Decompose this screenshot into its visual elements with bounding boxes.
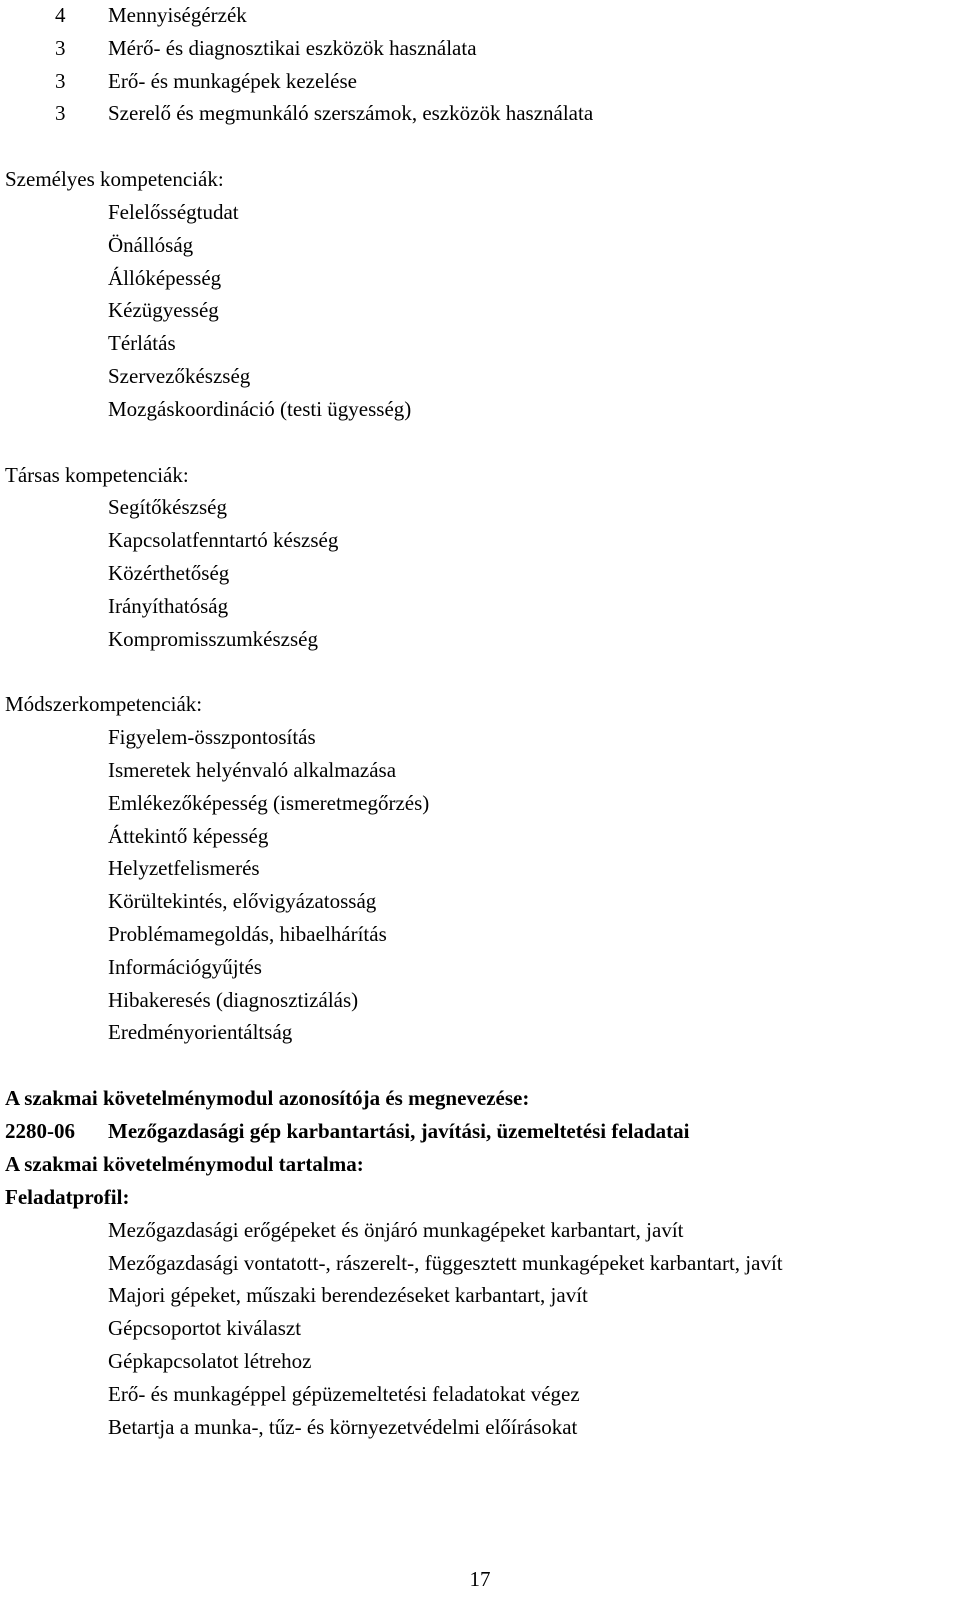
module-content-heading: A szakmai követelménymodul tartalma: bbox=[5, 1152, 364, 1176]
list-item: Kézügyesség bbox=[108, 298, 219, 322]
task-item: Gépcsoportot kiválaszt bbox=[108, 1316, 302, 1340]
list-item: Szervezőkészség bbox=[108, 364, 251, 388]
task-item: Erő- és munkagéppel gépüzemeltetési feladatokat végez bbox=[108, 1382, 580, 1406]
method-heading: Módszerkompetenciák: bbox=[5, 692, 203, 716]
list-item: Kompromisszumkészség bbox=[108, 627, 318, 651]
list-item: Problémamegoldás, hibaelhárítás bbox=[108, 922, 387, 946]
list-item: Helyzetfelismerés bbox=[108, 856, 260, 880]
list-number: 4 bbox=[55, 3, 66, 27]
task-item: Betartja a munka-, tűz- és környezetvédelmi előírásokat bbox=[108, 1415, 578, 1439]
list-item: Hibakeresés (diagnosztizálás) bbox=[108, 988, 359, 1012]
list-item: Erő- és munkagépek kezelése bbox=[108, 69, 357, 93]
list-item: Információgyűjtés bbox=[108, 955, 262, 979]
list-item: Szerelő és megmunkáló szerszámok, eszközök használata bbox=[108, 101, 594, 125]
list-item: Közérthetőség bbox=[108, 561, 230, 585]
personal-heading: Személyes kompetenciák: bbox=[5, 167, 224, 191]
list-item: Ismeretek helyénvaló alkalmazása bbox=[108, 758, 397, 782]
page-number: 17 bbox=[469, 1567, 491, 1591]
list-item: Térlátás bbox=[108, 331, 176, 355]
list-number: 3 bbox=[55, 101, 66, 125]
list-item: Mozgáskoordináció (testi ügyesség) bbox=[108, 397, 412, 421]
task-item: Mezőgazdasági erőgépeket és önjáró munkagépeket karbantart, javít bbox=[108, 1218, 684, 1242]
profile-heading: Feladatprofil: bbox=[5, 1185, 130, 1209]
list-item: Kapcsolatfenntartó készség bbox=[108, 528, 339, 552]
list-item: Körültekintés, elővigyázatosság bbox=[108, 889, 377, 913]
list-item: Állóképesség bbox=[108, 266, 222, 290]
list-item: Figyelem-összpontosítás bbox=[108, 725, 316, 749]
module-name: Mezőgazdasági gép karbantartási, javítási, üzemeltetési feladatai bbox=[108, 1119, 690, 1143]
list-item: Irányíthatóság bbox=[108, 594, 229, 618]
task-item: Mezőgazdasági vontatott-, rászerelt-, függesztett munkagépeket karbantart, javít bbox=[108, 1251, 783, 1275]
list-item: Mérő- és diagnosztikai eszközök használata bbox=[108, 36, 477, 60]
module-code: 2280-06 bbox=[5, 1119, 75, 1143]
list-item: Mennyiségérzék bbox=[108, 3, 247, 27]
list-item: Felelősségtudat bbox=[108, 200, 239, 224]
list-item: Áttekintő képesség bbox=[108, 824, 269, 848]
module-id-heading: A szakmai követelménymodul azonosítója és megnevezése: bbox=[5, 1086, 530, 1110]
list-item: Segítőkészség bbox=[108, 495, 227, 519]
list-item: Önállóság bbox=[108, 233, 194, 257]
social-heading: Társas kompetenciák: bbox=[5, 463, 189, 487]
task-item: Majori gépeket, műszaki berendezéseket karbantart, javít bbox=[108, 1283, 588, 1307]
list-item: Eredményorientáltság bbox=[108, 1020, 293, 1044]
task-item: Gépkapcsolatot létrehoz bbox=[108, 1349, 312, 1373]
list-number: 3 bbox=[55, 36, 66, 60]
list-number: 3 bbox=[55, 69, 66, 93]
list-item: Emlékezőképesség (ismeretmegőrzés) bbox=[108, 791, 430, 815]
